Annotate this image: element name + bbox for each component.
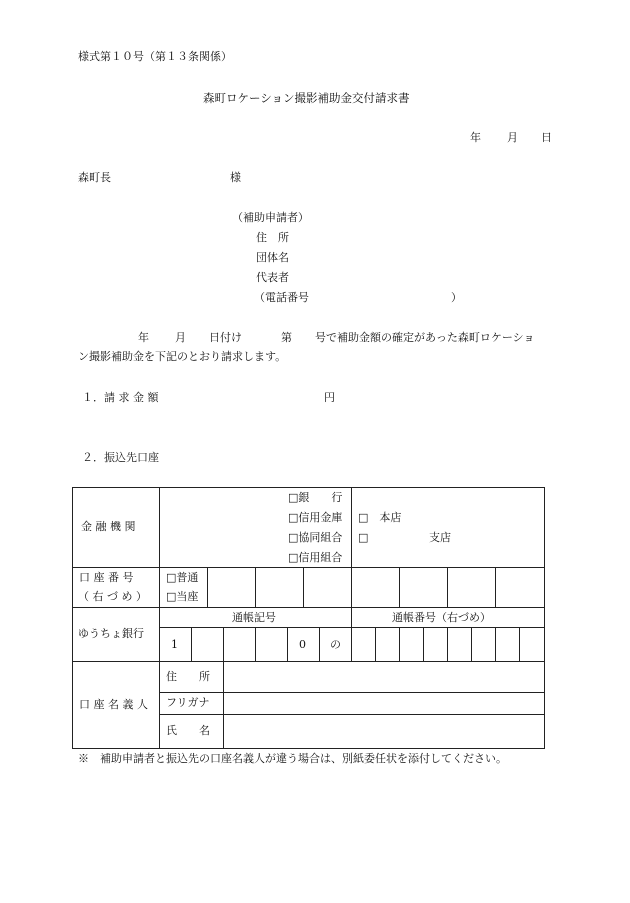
yucho-symbol-first-digit: 1 [171,638,178,651]
document-title: 森町ロケーション撮影補助金交付請求書 [203,91,410,105]
yucho-number-header: 通帳番号（右づめ） [392,611,491,624]
applicant-phone-label: （電話番号 [254,291,309,304]
account-holder-label: 口 座 名 義 人 [79,698,148,711]
form-number: 様式第１０号（第１３条関係） [78,50,232,63]
account-type-current[interactable]: □当座 [166,590,199,603]
date-day: 日 [541,131,552,144]
yucho-symbol-header: 通帳記号 [232,611,276,624]
body-line1-text: 号で補助金額の確定があった森町ロケーショ [315,331,535,344]
addressee-honorific: 様 [230,171,241,184]
bank-type-kyodo[interactable]: □協同組合 [288,531,343,544]
body-number-prefix: 第 [281,331,292,344]
applicant-organization-label: 団体名 [256,251,289,264]
body-month: 月 [175,331,186,344]
applicant-heading: （補助申請者） [232,211,309,224]
holder-name-label: 氏 名 [166,724,210,737]
branch-label: 支店 [429,531,451,544]
branch-option[interactable]: □ [358,531,369,544]
addressee-name: 森町長 [78,171,111,184]
holder-address-label: 住 所 [166,670,210,683]
applicant-representative-label: 代表者 [256,271,289,284]
body-line2-text: ン撮影補助金を下記のとおり請求します。 [78,350,287,363]
applicant-phone-close: ） [451,291,462,304]
section1-label: １．請 求 金 額 [82,391,159,404]
bank-type-shinyo[interactable]: □信用組合 [288,551,343,564]
bank-type-bank[interactable]: □銀 行 [288,491,343,504]
bank-type-shinkin[interactable]: □信用金庫 [288,511,343,524]
account-type-ordinary[interactable]: □普通 [166,571,199,584]
bank-label: 金 融 機 関 [81,520,136,533]
account-number-label: 口 座 番 号 [79,571,134,584]
yucho-symbol-zero: 0 [299,638,306,651]
section2-label: ２．振込先口座 [82,451,159,464]
yucho-label: ゆうちょ銀行 [78,627,144,640]
date-year: 年 [470,131,481,144]
branch-main-option[interactable]: □ 本店 [358,511,402,524]
body-year: 年 [138,331,149,344]
yucho-no-char: の [330,638,341,651]
applicant-address-label: 住 所 [256,231,289,244]
section1-unit: 円 [324,391,335,404]
holder-furigana-label: フリガナ [166,696,210,709]
date-month: 月 [507,131,518,144]
account-number-sub: （ 右 づ め ） [78,590,147,603]
footnote: ※ 補助申請者と振込先の口座名義人が違う場合は、別紙委任状を添付してください。 [78,752,507,765]
body-date-suffix: 日付け [209,331,242,344]
